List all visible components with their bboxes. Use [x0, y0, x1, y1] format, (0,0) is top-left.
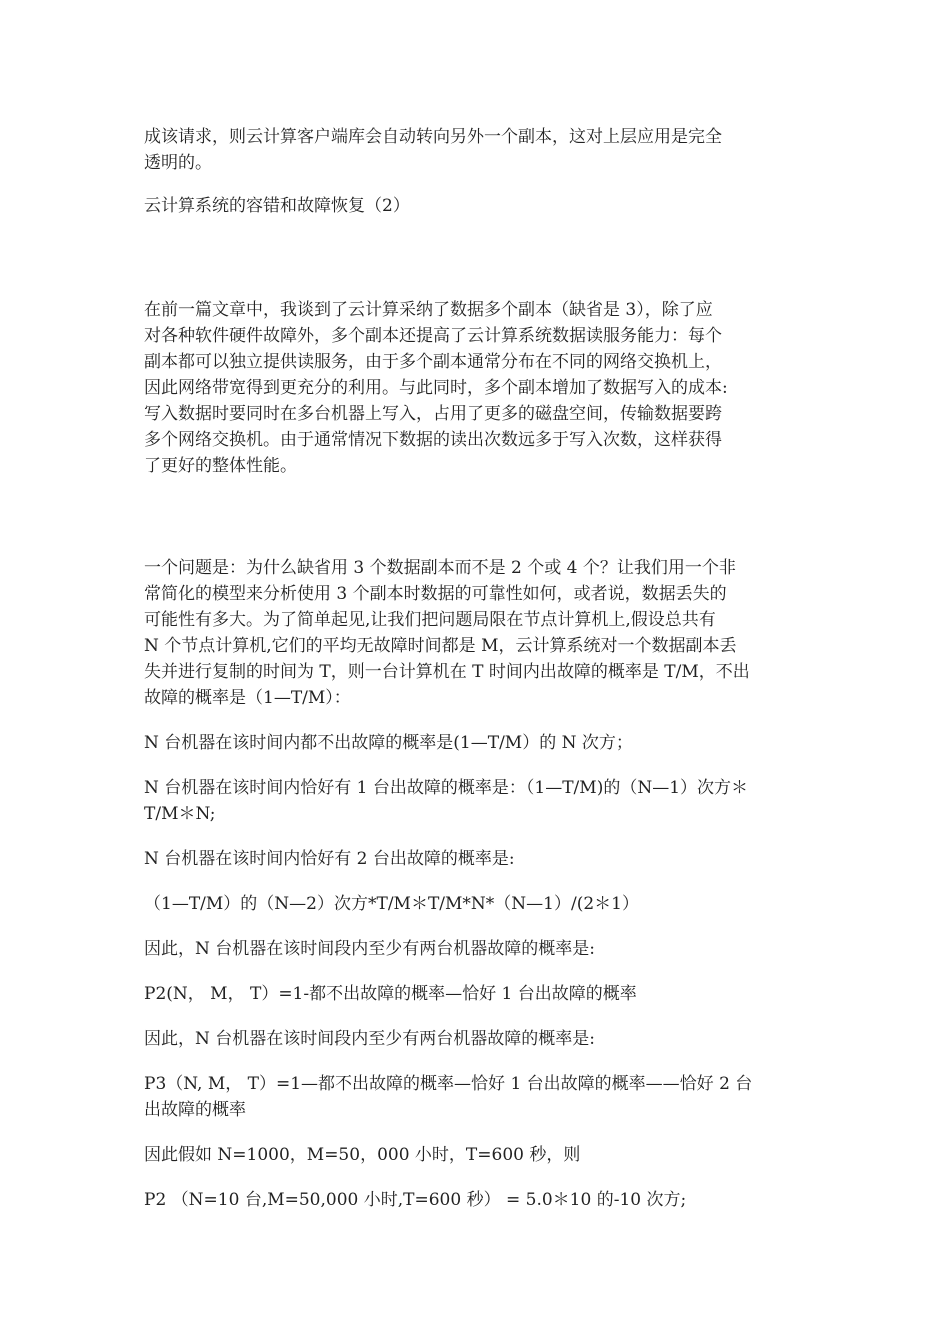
- paragraph-formula-two-intro: [144, 846, 814, 872]
- text-line: 故障的概率是（1—T/M）：: [144, 688, 351, 708]
- paragraph-assumption: [144, 1142, 814, 1168]
- paragraph-formula-one: [144, 775, 814, 827]
- text-line: 成该请求，则云计算客户端库会自动转向另外一个副本，这对上层应用是完全: [144, 127, 722, 147]
- text-line: N 个节点计算机,它们的平均无故障时间都是 M，云计算系统对一个数据副本丢: [144, 636, 737, 656]
- text-line: 出故障的概率: [144, 1100, 246, 1120]
- text-line: 因此，N 台机器在该时间段内至少有两台机器故障的概率是:: [144, 939, 596, 959]
- paragraph-formula-none: [144, 730, 814, 756]
- paragraph-p3-definition: [144, 1071, 814, 1123]
- text-line: 了更好的整体性能。: [144, 456, 297, 476]
- paragraph-formula-two: [144, 891, 814, 917]
- text-line: P2(N， M， T）=1-都不出故障的概率—恰好 1 台出故障的概率: [144, 984, 637, 1004]
- text-line: 因此，N 台机器在该时间段内至少有两台机器故障的概率是:: [144, 1029, 596, 1049]
- text-line: 因此假如 N=1000，M=50，000 小时，T=600 秒，则: [144, 1145, 581, 1165]
- text-line: 写入数据时要同时在多台机器上写入，占用了更多的磁盘空间，传输数据要跨: [144, 404, 722, 424]
- text-line: 多个网络交换机。由于通常情况下数据的读出次数远多于写入次数，这样获得: [144, 430, 722, 450]
- text-line: 副本都可以独立提供读服务，由于多个副本通常分布在不同的网络交换机上，: [144, 352, 722, 372]
- text-line: N 台机器在该时间内恰好有 2 台出故障的概率是:: [144, 849, 515, 869]
- text-line: 因此网络带宽得到更充分的利用。与此同时，多个副本增加了数据写入的成本:: [144, 378, 728, 398]
- text-line: N 台机器在该时间内恰好有 1 台出故障的概率是：（1—T/M)的（N—1）次方＊: [144, 778, 749, 798]
- paragraph-p2-definition: [144, 981, 814, 1007]
- text-line: 可能性有多大。为了简单起见,让我们把问题局限在节点计算机上,假设总共有: [144, 610, 716, 630]
- paragraph-question: [144, 555, 814, 711]
- text-line: 在前一篇文章中，我谈到了云计算采纳了数据多个副本（缺省是 3），除了应: [144, 300, 713, 320]
- text-line: （1—T/M）的（N—2）次方*T/M＊T/M*N*（N—1）/(2＊1）: [144, 894, 639, 914]
- text-line: 对各种软件硬件故障外，多个副本还提高了云计算系统数据读服务能力：每个: [144, 326, 722, 346]
- paragraph-p2-result: [144, 1187, 814, 1213]
- paragraph-replicas: [144, 297, 814, 479]
- text-line: 常简化的模型来分析使用 3 个副本时数据的可靠性如何，或者说，数据丢失的: [144, 584, 727, 604]
- text-line: N 台机器在该时间内都不出故障的概率是(1—T/M）的 N 次方；: [144, 733, 633, 753]
- paragraph-intro: [144, 124, 814, 176]
- text-line: 失并进行复制的时间为 T，则一台计算机在 T 时间内出故障的概率是 T/M，不出: [144, 662, 750, 682]
- text-line: P2 （N=10 台,M=50,000 小时,T=600 秒） = 5.0＊10 的-10 次方;: [144, 1190, 687, 1210]
- paragraph-at-least-two: [144, 936, 814, 962]
- text-line: 一个问题是：为什么缺省用 3 个数据副本而不是 2 个或 4 个？让我们用一个非: [144, 558, 736, 578]
- section-heading: [144, 193, 814, 219]
- text-line: T/M＊N;: [144, 804, 216, 824]
- paragraph-at-least-two-repeat: [144, 1026, 814, 1052]
- heading-text: 云计算系统的容错和故障恢复（2）: [144, 196, 410, 216]
- document-page: [144, 124, 814, 1213]
- text-line: P3（N, M， T）=1—都不出故障的概率—恰好 1 台出故障的概率——恰好 2 台: [144, 1074, 753, 1094]
- text-line: 透明的。: [144, 153, 212, 173]
